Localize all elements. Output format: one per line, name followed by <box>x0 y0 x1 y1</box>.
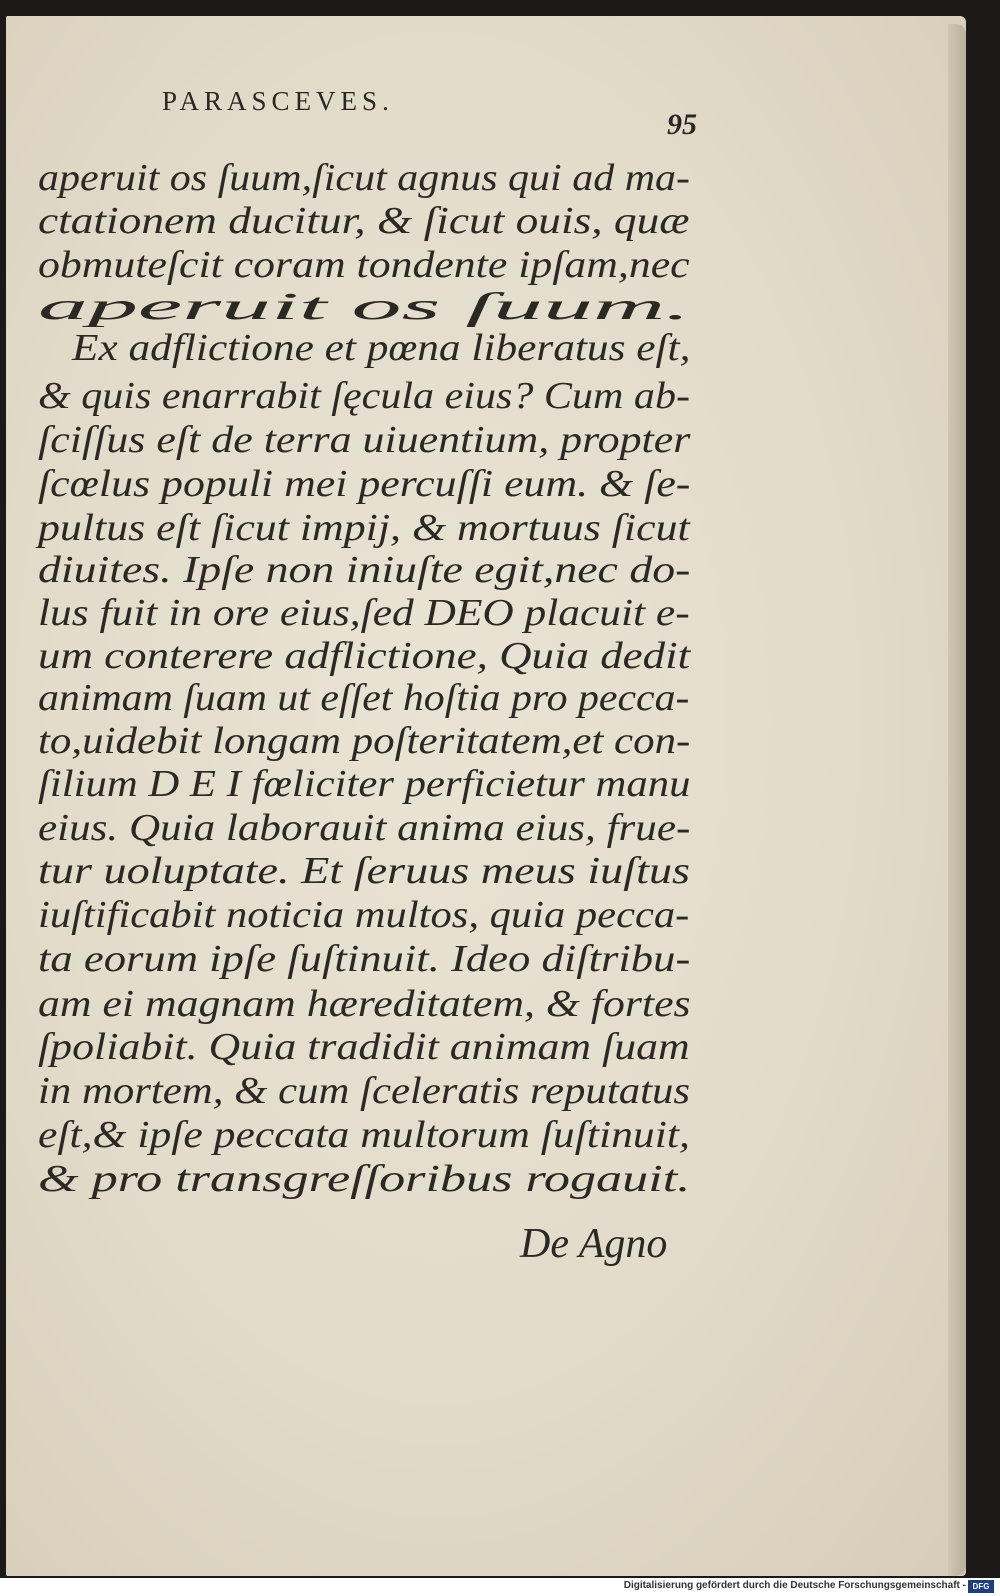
text-line: ſpoliabit. Quia tradidit animam ſuam <box>38 1026 690 1068</box>
text-line: ſciſſus eſt de terra uiuentium, propter <box>38 419 691 461</box>
text-line: ſcœlus populi mei percuſſi eum. & ſe- <box>38 463 691 505</box>
text-line: aperuit os ſuum,ſicut agnus qui ad ma- <box>38 157 691 199</box>
text-line: Ex adflictione et pœna liberatus eſt, <box>72 327 691 369</box>
text-line: tur uoluptate. Et ſeruus meus iuſtus <box>38 850 691 892</box>
page-number: 95 <box>667 108 697 141</box>
catchword: De Agno <box>520 1221 668 1267</box>
running-head: PARASCEVES. <box>162 86 394 116</box>
text-line: & quis enarrabit ſęcula eius? Cum ab- <box>38 375 690 417</box>
text-line: aperuit os ſuum. <box>38 286 691 328</box>
text-line: in mortem, & cum ſceleratis reputatus <box>38 1070 691 1112</box>
text-line: to,uidebit longam poſteritatem,et con- <box>38 720 691 762</box>
text-line: ſilium D E I fœliciter perficietur manu <box>38 763 691 805</box>
text-line: obmuteſcit coram tondente ipſam,nec <box>38 244 690 286</box>
text-line: ctationem ducitur, & ſicut ouis, quæ <box>38 200 690 242</box>
page-edge <box>948 24 966 1576</box>
dfg-logo: DFG <box>968 1580 994 1593</box>
text-line: um conterere adflictione, Quia dedit <box>38 635 691 677</box>
text-line: eius. Quia laborauit anima eius, frue- <box>38 807 691 849</box>
text-line: pultus eſt ſicut impij, & mortuus ſicut <box>38 507 690 549</box>
text-line: diuites. Ipſe non iniuſte egit,nec do- <box>38 549 691 591</box>
text-line: animam ſuam ut eſſet hoſtia pro pecca- <box>38 677 690 719</box>
text-line: eſt,& ipſe peccata multorum ſuſtinuit, <box>38 1114 690 1156</box>
text-line: ta eorum ipſe ſuſtinuit. Ideo diſtribu- <box>38 938 691 980</box>
text-line: & pro transgreſſoribus rogauit. <box>38 1158 691 1200</box>
text-line: iuſtificabit noticia multos, quia pecca- <box>38 894 690 936</box>
text-line: lus fuit in ore eius,ſed DEO placuit e- <box>38 592 690 634</box>
funding-credit: Digitalisierung gefördert durch die Deutsche Forschungsgemeinschaft - <box>623 1580 966 1591</box>
text-line: am ei magnam hæreditatem, & fortes <box>38 983 691 1025</box>
